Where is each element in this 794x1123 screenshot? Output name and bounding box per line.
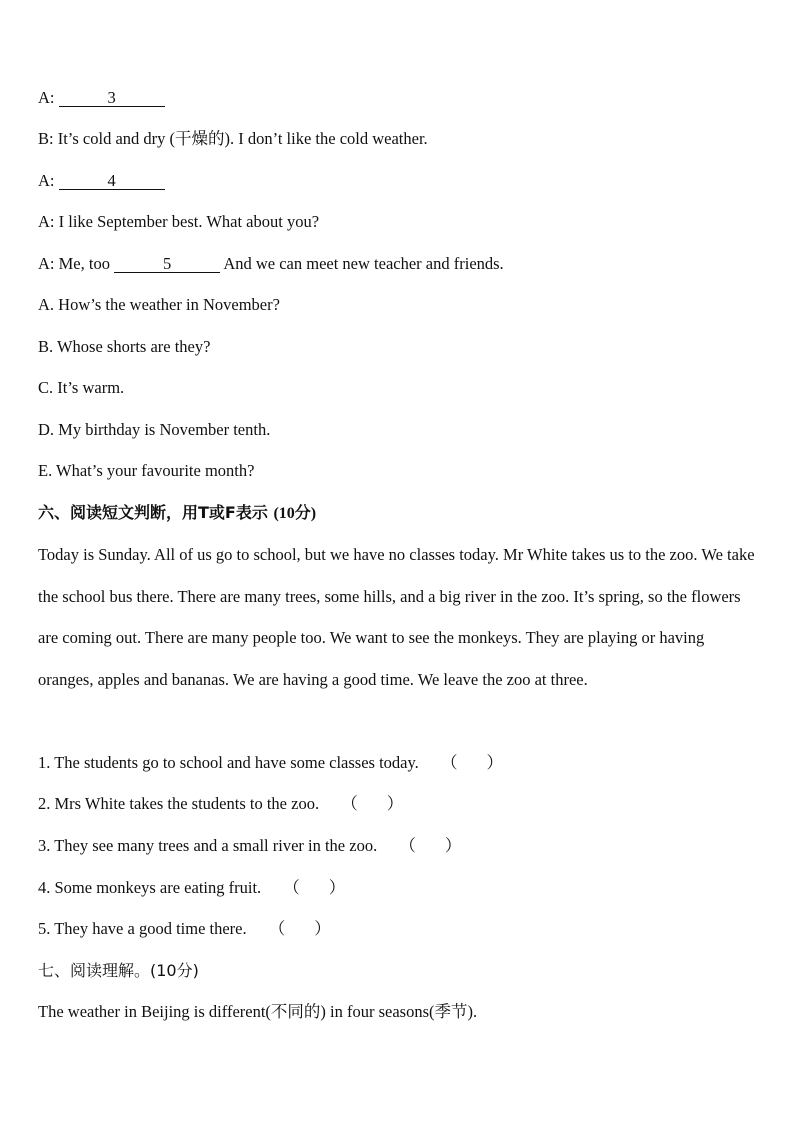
section-7-first-line: The weather in Beijing is different(不同的) in four seasons(季节). <box>38 1002 478 1021</box>
question-text: 2. Mrs White takes the students to the zoo. <box>38 794 320 813</box>
blank-number: 3 <box>107 88 116 107</box>
question-text: 5. They have a good time there. <box>38 919 247 938</box>
speaker-label: A: <box>38 212 55 231</box>
speaker-label: B: <box>38 129 54 148</box>
answer-parentheses <box>323 794 403 814</box>
answer-parentheses <box>423 753 503 773</box>
paren-close: ） <box>444 836 462 855</box>
dialogue-line-5 <box>38 254 504 274</box>
paren-open: （ <box>341 794 358 813</box>
option-c: C. It’s warm. <box>38 378 125 397</box>
option-e: E. What’s your favourite month? <box>38 461 255 480</box>
answer-parentheses <box>381 836 461 856</box>
answer-blank <box>114 255 220 273</box>
tf-question-4 <box>38 878 345 898</box>
section-6-passage: Today is Sunday. All of us go to school, but we have no classes today. Mr White takes us to the zoo. We take the school bus there. There are many trees, some hills, and a big river in the zoo. It’s spring, so the flowers are coming out. There are many people too. We want to see the monkeys. They are playing or having oranges, apples and bananas. We are having a good time. We leave the zoo at three. <box>38 545 755 689</box>
option-d: D. My birthday is November tenth. <box>38 420 271 439</box>
tf-question-5 <box>38 919 331 939</box>
paren-open: （ <box>399 836 416 855</box>
option-b: B. Whose shorts are they? <box>38 337 211 356</box>
question-text: 3. They see many trees and a small river in the zoo. <box>38 836 378 855</box>
tf-question-2 <box>38 794 403 814</box>
section-6-score: (10分) <box>273 505 317 522</box>
paren-close: ） <box>328 878 346 897</box>
tf-question-1 <box>38 753 503 773</box>
dialogue-text: And we can meet new teacher and friends. <box>223 254 504 273</box>
speaker-label: A: <box>38 254 55 273</box>
option-a: A. How’s the weather in November? <box>38 295 280 314</box>
paren-close: ） <box>486 753 503 772</box>
dialogue-text: Me, too <box>58 254 115 273</box>
dialogue-line-4 <box>38 212 319 232</box>
blank-number: 4 <box>107 171 116 190</box>
answer-parentheses <box>265 878 345 898</box>
speaker-label: A: <box>38 88 55 107</box>
section-7-heading: 七、阅读理解。(10分) <box>38 961 199 980</box>
section-6-title: 六、阅读短文判断，用T或F表示 <box>38 503 268 522</box>
question-text: 4. Some monkeys are eating fruit. <box>38 878 262 897</box>
paren-open: （ <box>283 878 300 897</box>
dialogue-text: It’s cold and dry (干燥的). I don’t like the cold weather. <box>57 129 428 148</box>
paren-close: ） <box>314 919 331 938</box>
dialogue-line-2 <box>38 129 428 149</box>
dialogue-line-3 <box>38 171 165 191</box>
dialogue-line-1 <box>38 88 165 108</box>
speaker-label: A: <box>38 171 55 190</box>
tf-question-3 <box>38 836 461 856</box>
answer-blank <box>59 172 165 190</box>
answer-parentheses <box>251 919 331 939</box>
section-6-heading <box>38 503 316 524</box>
blank-number: 5 <box>162 254 172 273</box>
paren-open: （ <box>440 753 458 772</box>
answer-blank <box>59 89 165 107</box>
question-text: 1. The students go to school and have some classes today. <box>38 753 419 772</box>
dialogue-text: I like September best. What about you? <box>58 212 320 231</box>
paren-close: ） <box>386 794 404 813</box>
paren-open: （ <box>268 919 286 938</box>
